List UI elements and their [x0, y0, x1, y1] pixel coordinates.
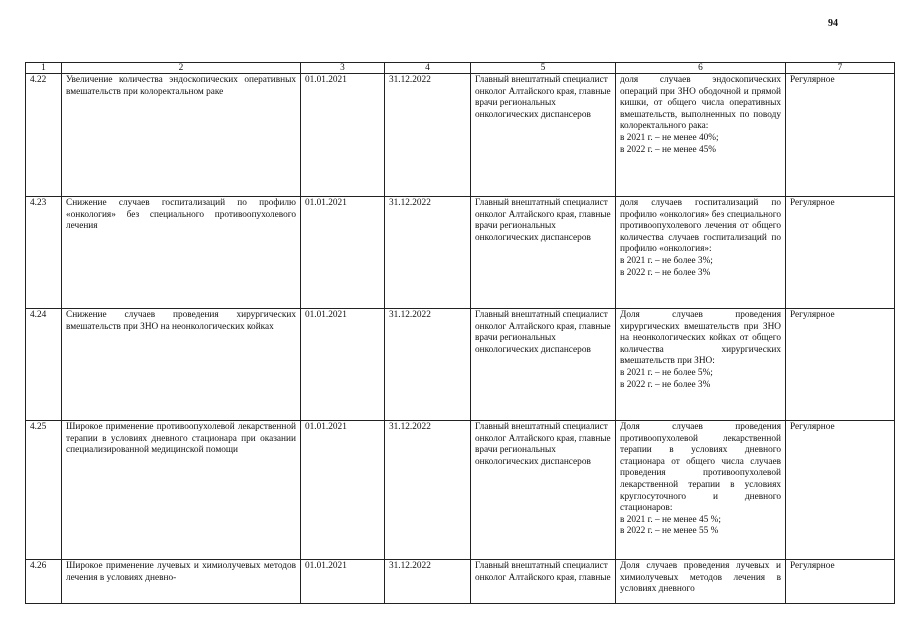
- column-header: 1: [26, 63, 62, 74]
- end-date: 31.12.2022: [385, 74, 471, 197]
- indicator-text: Доля случаев проведения лучевых и химиолучевых методов лечения в условиях дневного: [620, 561, 781, 595]
- indicator-2022: в 2022 г. – не менее 55 %: [620, 526, 719, 537]
- measure-name: Увеличение количества эндоскопических оперативных вмешательств при колоректальном раке: [62, 74, 301, 197]
- responsible: Главный внештатный специалист онколог Алтайского края, главные врачи региональных онкологических диспансеров: [471, 421, 616, 560]
- end-date: 31.12.2022: [385, 421, 471, 560]
- indicator-2021: в 2021 г. – не менее 40%;: [620, 132, 719, 143]
- column-header: 5: [471, 63, 616, 74]
- measure-type: Регулярное: [786, 421, 895, 560]
- measure-name: Снижение случаев проведения хирургических вмешательств при ЗНО на неонкологических койках: [62, 309, 301, 421]
- row-number: 4.25: [26, 421, 62, 560]
- page-number: 94: [828, 18, 838, 29]
- row-number: 4.22: [26, 74, 62, 197]
- end-date: 31.12.2022: [385, 560, 471, 604]
- column-header: 4: [385, 63, 471, 74]
- indicator-text: доля случаев госпитализаций по профилю «онкология» без специального противоопухолевого лечения от общего количества случаев госпитализаций по профилю «онкология»:: [620, 198, 781, 255]
- indicator-text: доля случаев эндоскопических операций при ЗНО ободочной и прямой кишки, от общего числа оперативных вмешательств, выполненных по поводу колоректального рака:: [620, 75, 781, 132]
- table-row: [26, 560, 895, 604]
- end-date: 31.12.2022: [385, 197, 471, 309]
- measure-name: Широкое применение противоопухолевой лекарственной терапии в условиях дневного стационара при оказании специализированной медицинской помощи: [62, 421, 301, 560]
- indicator: [616, 197, 786, 309]
- indicator: [616, 74, 786, 197]
- column-header: 3: [301, 63, 385, 74]
- measure-type: Регулярное: [786, 197, 895, 309]
- indicator-text: Доля случаев проведения хирургических вмешательств при ЗНО на неонкологических койках от общего количества хирургических вмешательств при ЗНО:: [620, 310, 781, 367]
- plan-table: [25, 62, 895, 604]
- indicator-2022: в 2022 г. – не менее 45%: [620, 144, 717, 155]
- responsible: Главный внештатный специалист онколог Алтайского края, главные врачи региональных онкологических диспансеров: [471, 74, 616, 197]
- measure-type: Регулярное: [786, 74, 895, 197]
- end-date: 31.12.2022: [385, 309, 471, 421]
- row-number: 4.23: [26, 197, 62, 309]
- start-date: 01.01.2021: [301, 560, 385, 604]
- start-date: 01.01.2021: [301, 421, 385, 560]
- row-number: 4.24: [26, 309, 62, 421]
- indicator-2021: в 2021 г. – не менее 45 %;: [620, 514, 721, 525]
- responsible: Главный внештатный специалист онколог Алтайского края, главные: [471, 560, 616, 604]
- indicator-2021: в 2021 г. – не более 3%;: [620, 255, 713, 266]
- table-row: [26, 197, 895, 309]
- table-row: [26, 309, 895, 421]
- indicator-2022: в 2022 г. – не более 3%: [620, 267, 711, 278]
- start-date: 01.01.2021: [301, 74, 385, 197]
- indicator-text: Доля случаев проведения противоопухолевой лекарственной терапии в условиях дневного стационара от общего числа случаев проведения противоопухолевой лекарственной терапии в условиях круглосуточного и дневного стационаров:: [620, 422, 781, 514]
- measure-type: Регулярное: [786, 560, 895, 604]
- indicator: [616, 309, 786, 421]
- indicator-2022: в 2022 г. – не более 3%: [620, 379, 711, 390]
- indicator-2021: в 2021 г. – не более 5%;: [620, 367, 713, 378]
- table-row: [26, 421, 895, 560]
- measure-name: Широкое применение лучевых и химиолучевых методов лечения в условиях дневно-: [62, 560, 301, 604]
- indicator: [616, 560, 786, 604]
- indicator: [616, 421, 786, 560]
- responsible: Главный внештатный специалист онколог Алтайского края, главные врачи региональных онкологических диспансеров: [471, 197, 616, 309]
- start-date: 01.01.2021: [301, 197, 385, 309]
- start-date: 01.01.2021: [301, 309, 385, 421]
- responsible: Главный внештатный специалист онколог Алтайского края, главные врачи региональных онкологических диспансеров: [471, 309, 616, 421]
- measure-name: Снижение случаев госпитализаций по профилю «онкология» без специального противоопухолевого лечения: [62, 197, 301, 309]
- table-row: [26, 74, 895, 197]
- column-header: 2: [62, 63, 301, 74]
- column-header: 6: [616, 63, 786, 74]
- column-header: 7: [786, 63, 895, 74]
- column-number-row: [26, 63, 895, 74]
- measure-type: Регулярное: [786, 309, 895, 421]
- row-number: 4.26: [26, 560, 62, 604]
